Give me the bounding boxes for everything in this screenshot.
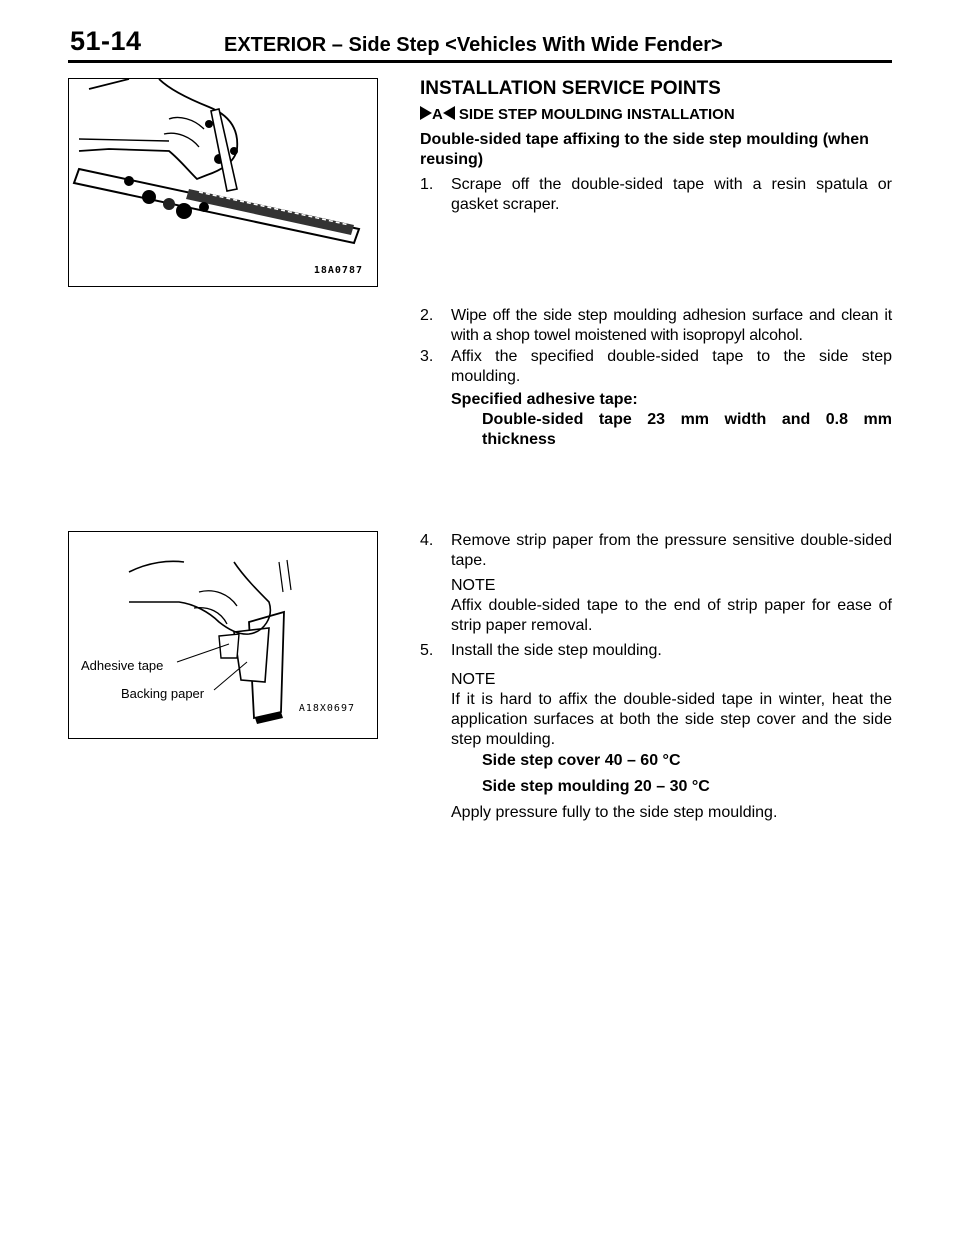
figure-scraping-tape (68, 78, 378, 287)
step-5 (420, 641, 892, 661)
page-title: EXTERIOR – Side Step <Vehicles With Wide Fender> (224, 34, 723, 56)
spec-value: Double-sided tape 23 mm width and 0.8 mm thickness (482, 411, 892, 448)
step-3 (420, 347, 892, 387)
step-number: 3. (420, 348, 434, 365)
marker-left-triangle-icon (443, 106, 455, 120)
step-text: Remove strip paper from the pressure sensitive double-sided tape. (451, 532, 892, 569)
intro-text: Double-sided tape affixing to the side step moulding (when reusing) (420, 131, 869, 168)
step-number: 2. (420, 307, 434, 324)
final-instruction: Apply pressure fully to the side step moulding. (451, 804, 778, 821)
service-point-subheading (420, 106, 735, 123)
temp-side-step-moulding: Side step moulding 20 – 30 °C (482, 778, 710, 795)
page-number: 51-14 (70, 26, 142, 56)
step-number: 4. (420, 532, 434, 549)
note-2-label: NOTE (451, 671, 496, 688)
subheading-text: SIDE STEP MOULDING INSTALLATION (458, 106, 735, 123)
section-heading: INSTALLATION SERVICE POINTS (420, 78, 721, 99)
note-1-text: Affix double-sided tape to the end of strip paper for ease of strip paper removal. (451, 597, 892, 634)
step-4 (420, 531, 892, 571)
marker-right-triangle-icon (420, 106, 432, 120)
spec-label: Specified adhesive tape: (451, 391, 638, 408)
figure-code: A18X0697 (298, 703, 355, 714)
step-text: Install the side step moulding. (451, 642, 662, 659)
service-point-marker: A (432, 106, 443, 123)
figure-backing-paper (68, 531, 378, 739)
note-1-label: NOTE (451, 577, 496, 594)
step-2 (420, 306, 892, 346)
note-2-text: If it is hard to affix the double-sided tape in winter, heat the application surfaces at both the side step cover and the side step moulding. (451, 691, 892, 748)
header-rule (68, 60, 892, 63)
step-text: Wipe off the side step moulding adhesion surface and clean it with a shop towel moistened with isopropyl alcohol. (451, 307, 892, 344)
scraping-illustration (69, 79, 377, 286)
step-1 (420, 175, 892, 215)
page-header (0, 0, 960, 60)
step-number: 1. (420, 176, 434, 193)
temp-side-step-cover: Side step cover 40 – 60 °C (482, 752, 681, 769)
callout-backing-paper: Backing paper (121, 686, 205, 701)
figure-code: 18A0787 (313, 265, 363, 276)
callout-adhesive-tape: Adhesive tape (81, 658, 164, 673)
step-text: Affix the specified double-sided tape to the side step moulding. (451, 348, 892, 385)
step-text: Scrape off the double-sided tape with a resin spatula or gasket scraper. (451, 176, 892, 213)
step-number: 5. (420, 642, 434, 659)
